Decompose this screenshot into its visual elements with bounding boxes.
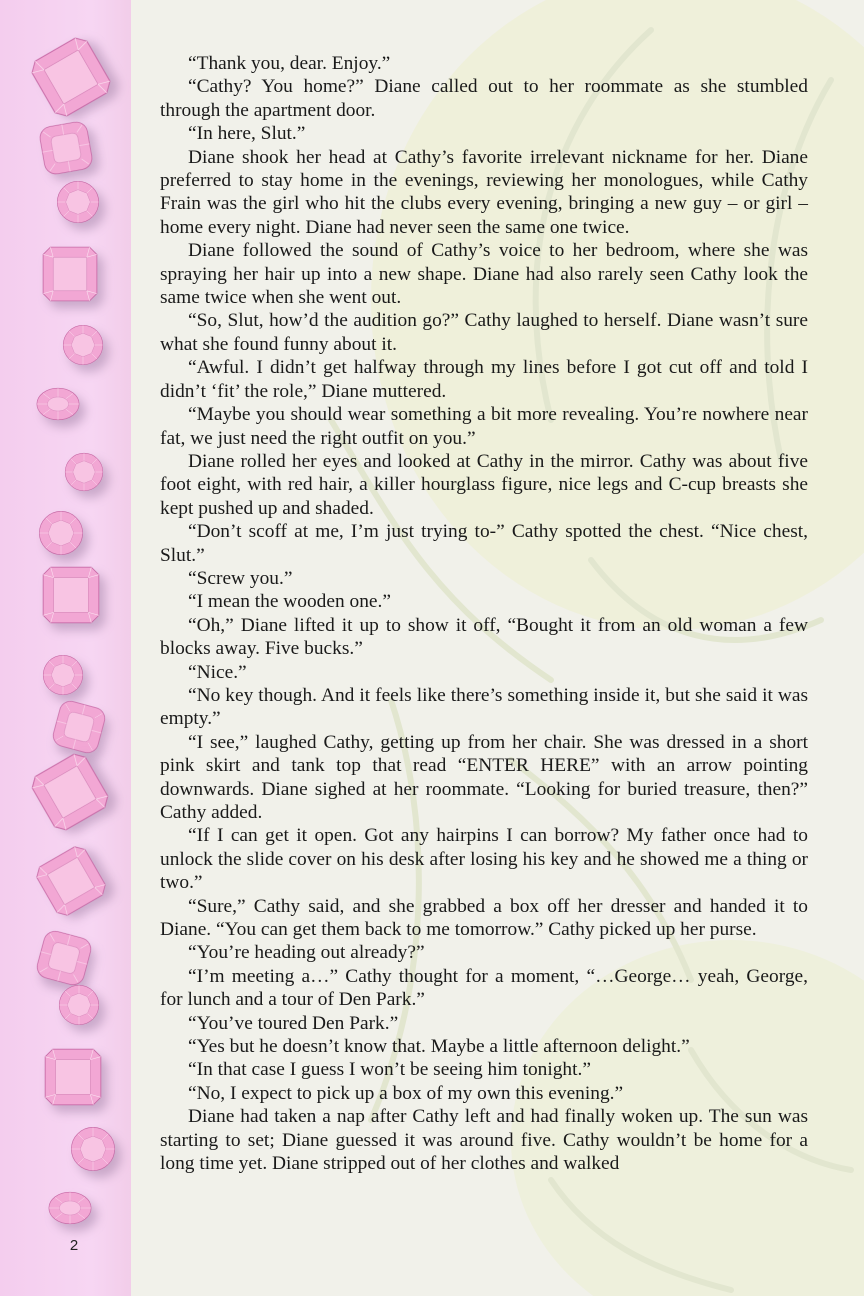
body-text — [160, 52, 808, 1176]
paragraph: Diane followed the sound of Cathy’s voice to her bedroom, where she was spraying her hair up into a new shape. Diane had also rarely seen Cathy look the same twice when she went out. — [160, 240, 808, 309]
paragraph: “Yes but he doesn’t know that. Maybe a little afternoon delight.” — [188, 1036, 690, 1058]
paragraph: “In that case I guess I won’t be seeing him tonight.” — [188, 1059, 591, 1081]
round-cut-gem-icon — [42, 654, 84, 696]
paragraph: “So, Slut, how’d the audition go?” Cathy laughed to herself. Diane wasn’t sure what she found funny about it. — [160, 310, 808, 355]
paragraph: “You’ve toured Den Park.” — [188, 1012, 399, 1034]
paragraph: “Thank you, dear. Enjoy.” — [188, 53, 391, 74]
paragraph: “I mean the wooden one.” — [188, 591, 391, 613]
paragraph: Diane rolled her eyes and looked at Cathy in the mirror. Cathy was about five foot eight, with red hair, a killer hourglass figure, nice legs and C-cup breasts she kept pushed up and shaded. — [160, 450, 808, 519]
paragraph: “Sure,” Cathy said, and she grabbed a box off her dresser and handed it to Diane. “You can get them back to me tomorrow.” Cathy picked up her purse. — [160, 895, 808, 941]
round-cut-gem-icon — [58, 984, 100, 1026]
emerald-cut-gem-icon — [26, 32, 116, 122]
paragraph: Diane had taken a nap after Cathy left and had finally woken up. The sun was starting to set; Diane guessed it was around five. Cathy wouldn’t be home for a long time yet. Diane stripped out of her clothes and walked — [160, 1106, 808, 1175]
paragraph: “Cathy? You home?” Diane called out to her roommate as she stumbled through the apartment door. — [160, 76, 808, 121]
emerald-cut-gem-icon — [42, 246, 98, 302]
paragraph: “In here, Slut.” — [188, 123, 306, 145]
paragraph: “You’re heading out already?” — [188, 942, 425, 964]
paragraph: “I see,” laughed Cathy, getting up from her chair. She was dressed in a short pink skirt and tank top that read “ENTER HERE” with an arrow pointing downwards. Diane sighed at her roommate. “Looking for buried treasure, then?” Cathy added. — [160, 731, 808, 823]
oval-cut-gem-icon — [48, 1186, 92, 1230]
paragraph: “Don’t scoff at me, I’m just trying to-” Cathy spotted the chest. “Nice chest, Slut.” — [160, 521, 808, 566]
emerald-cut-gem-icon — [31, 841, 110, 920]
round-cut-gem-icon — [70, 1126, 116, 1172]
emerald-cut-gem-icon — [44, 1048, 102, 1106]
paragraph: “No, I expect to pick up a box of my own this evening.” — [188, 1082, 624, 1104]
emerald-cut-gem-icon — [42, 566, 100, 624]
round-cut-gem-icon — [56, 180, 100, 224]
paragraph: “Nice.” — [188, 661, 247, 683]
round-cut-gem-icon — [38, 510, 84, 556]
emerald-cut-gem-icon — [26, 748, 113, 835]
paragraph: “No key though. And it feels like there’s something inside it, but she said it was empty.” — [160, 684, 808, 730]
round-cut-gem-icon — [64, 452, 104, 492]
paragraph: “Awful. I didn’t get halfway through my lines before I got cut off and told I didn’t ‘fit’ the role,” Diane muttered. — [160, 357, 808, 402]
paragraph: Diane shook her head at Cathy’s favorite irrelevant nickname for her. Diane preferred to stay home in the evenings, reviewing her monologues, while Cathy Frain was the girl who hit the clubs every evening, bringing a new guy – or girl – home every night. Diane had never seen the same one twice. — [160, 146, 808, 238]
oval-cut-gem-icon — [36, 382, 80, 426]
page-number: 2 — [69, 1237, 79, 1254]
paragraph: “Oh,” Diane lifted it up to show it off, “Bought it from an old woman a few blocks away. Five bucks.” — [160, 614, 808, 660]
cushion-cut-gem-icon — [36, 118, 96, 178]
gem-sidebar — [0, 0, 131, 1296]
paragraph: “Screw you.” — [188, 567, 293, 589]
paragraph: “If I can get it open. Got any hairpins I can borrow? My father once had to unlock the slide cover on his desk after losing his key and he showed me a thing or two.” — [160, 825, 808, 894]
round-cut-gem-icon — [62, 324, 104, 366]
paragraph: “Maybe you should wear something a bit more revealing. You’re nowhere near fat, we just need the right outfit on you.” — [160, 404, 808, 449]
paragraph: “I’m meeting a…” Cathy thought for a moment, “…George… yeah, George, for lunch and a tour of Den Park.” — [160, 965, 808, 1011]
cushion-cut-gem-icon — [32, 926, 96, 990]
